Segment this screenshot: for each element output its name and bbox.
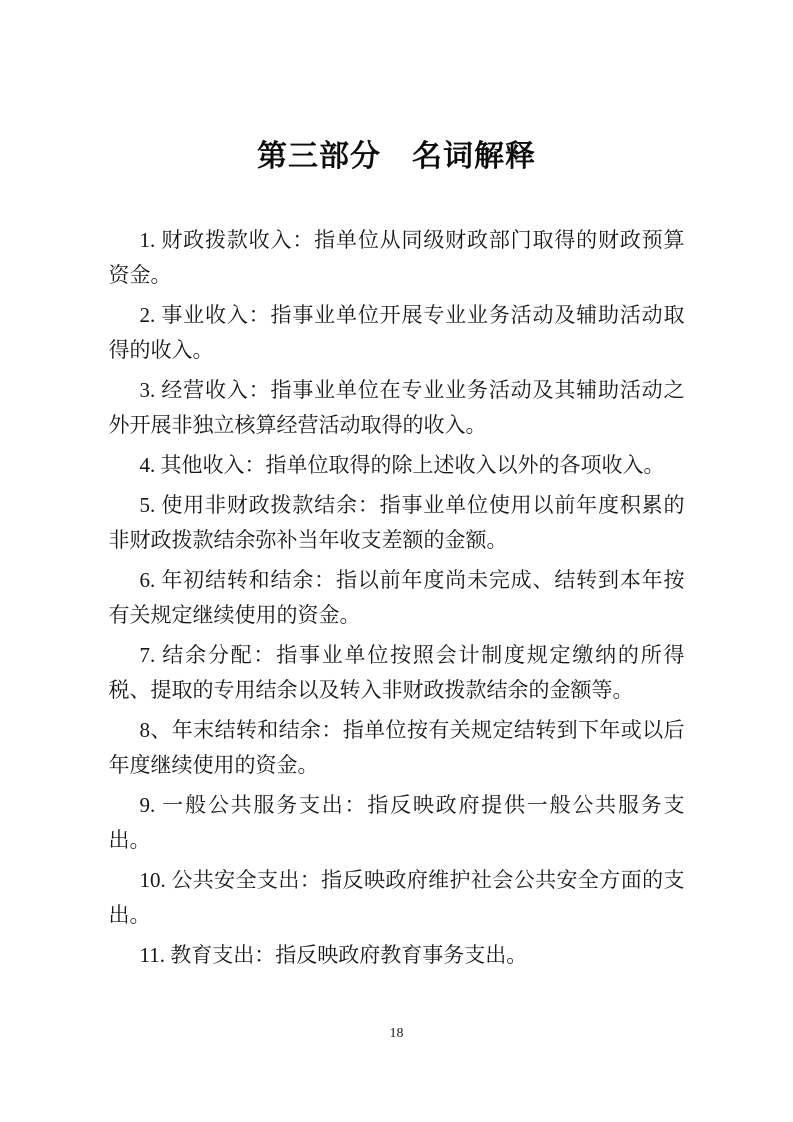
term-item-8: 8、年末结转和结余：指单位按有关规定结转到下年或以后年度继续使用的资金。 bbox=[108, 718, 685, 777]
term-item-3: 3. 经营收入：指事业单位在专业业务活动及其辅助活动之外开展非独立核算经营活动取得的收入。 bbox=[108, 378, 685, 437]
term-item-7: 7. 结余分配：指事业单位按照会计制度规定缴纳的所得税、提取的专用结余以及转入非财政拨款结余的金额等。 bbox=[108, 643, 685, 702]
page-number: 18 bbox=[389, 1026, 404, 1041]
term-item-4: 4. 其他收入：指单位取得的除上述收入以外的各项收入。 bbox=[139, 453, 665, 477]
page-title: 第三部分 名词解释 bbox=[257, 140, 536, 173]
term-item-6: 6. 年初结转和结余：指以前年度尚未完成、结转到本年按有关规定继续使用的资金。 bbox=[108, 568, 685, 627]
terms-list bbox=[109, 223, 685, 973]
term-item-2: 2. 事业收入：指事业单位开展专业业务活动及辅助活动取得的收入。 bbox=[108, 303, 685, 362]
term-item-1: 1. 财政拨款收入：指单位从同级财政部门取得的财政预算资金。 bbox=[108, 228, 685, 287]
term-item-10: 10. 公共安全支出：指反映政府维护社会公共安全方面的支出。 bbox=[108, 868, 685, 927]
term-item-9: 9. 一般公共服务支出：指反映政府提供一般公共服务支出。 bbox=[108, 793, 685, 852]
term-item-5: 5. 使用非财政拨款结余：指事业单位使用以前年度积累的非财政拨款结余弥补当年收支差额的金额。 bbox=[108, 493, 685, 552]
term-item-11: 11. 教育支出：指反映政府教育事务支出。 bbox=[139, 943, 528, 967]
